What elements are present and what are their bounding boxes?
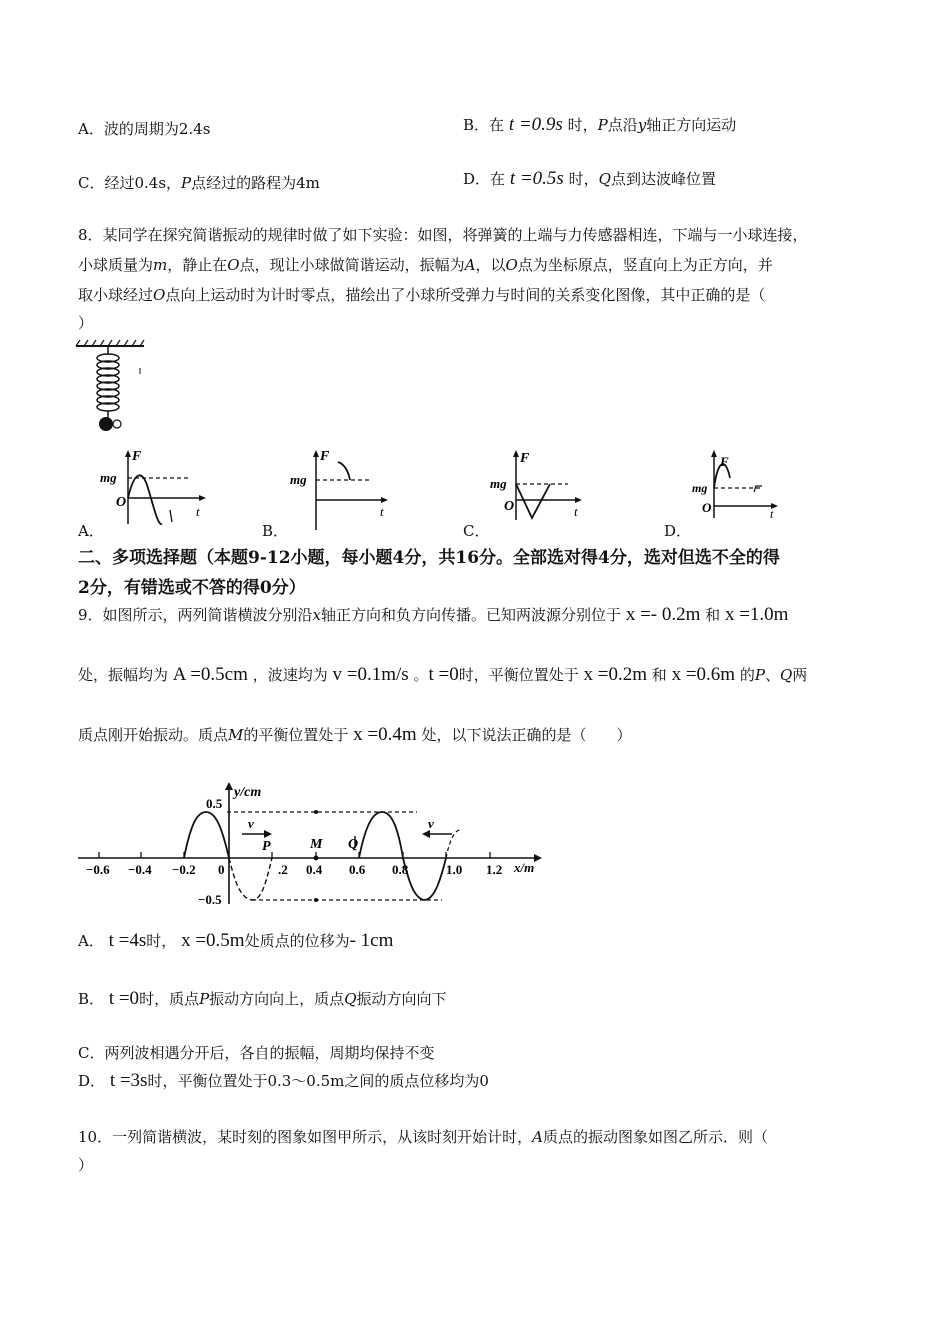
axis-t-label: t <box>196 504 200 519</box>
q8-line-3: 取小球经过O点向上运动时为计时零点，描绘出了小球所受弹力与时间的关系变化图像，其中正确的是（ <box>78 286 766 304</box>
q9-option-d: D． t =3s时，平衡位置处于0.3～0.5m之间的质点位移均为0 <box>78 1070 489 1091</box>
mg-label: mg <box>100 470 117 485</box>
axis-t-label: t <box>770 507 774 520</box>
v-label-left: v <box>248 816 254 831</box>
q7-option-a: A．波的周期为2.4s <box>78 120 211 138</box>
q10-line-1: 10．一列简谐横波，某时刻的图象如图甲所示，从该时刻开始计时，A质点的振动图象如图乙所示．则（ <box>78 1128 768 1146</box>
q8-label-c: C． <box>463 522 490 540</box>
tick-label: 0.6 <box>349 862 366 877</box>
q7-option-c: C．经过0.4s，P点经过的路程为4m <box>78 174 320 192</box>
axis-t-label: t <box>574 504 578 519</box>
m-label: M <box>310 837 323 852</box>
x-axis-label: x/m <box>514 860 535 875</box>
v-label-right: v <box>428 816 434 831</box>
tick-label: −0.2 <box>172 862 196 877</box>
section-2-heading-line-1: 二、多项选择题（本题9-12小题，每小题4分，共16分。全部选对得4分，选对但选不全的得 <box>78 548 780 568</box>
q8-line-4: ） <box>78 314 94 332</box>
q10-line-2: ） <box>78 1156 94 1174</box>
axis-f-label: F <box>132 449 142 464</box>
q9-option-b: B． t =0时，质点P振动方向向上，质点Q振动方向向下 <box>78 988 447 1009</box>
tick-label: −0.6 <box>86 862 110 877</box>
axis-t-label: t <box>380 504 384 519</box>
q8-line-1: 8．某同学在探究简谐振动的规律时做了如下实验：如图，将弹簧的上端与力传感器相连，下端与一小球连接， <box>78 226 808 244</box>
axis-f-label: F <box>720 454 729 469</box>
q9-option-c: C．两列波相遇分开后，各自的振幅，周期均保持不变 <box>78 1044 435 1062</box>
q7-option-d: D．在 t =0.5s 时，Q点到达波峰位置 <box>463 168 716 189</box>
q8-label-b: B． <box>262 522 289 540</box>
mg-label: mg <box>290 472 307 487</box>
y-axis-label: y/cm <box>234 785 262 800</box>
amp-neg-label: −0.5 <box>198 892 222 907</box>
origin-label: O <box>702 500 712 515</box>
graph-d <box>692 448 787 520</box>
q8-label-a: A． <box>78 522 104 540</box>
graph-c <box>488 448 588 523</box>
q-label: Q <box>348 837 359 852</box>
amp-pos-label: 0.5 <box>206 796 223 811</box>
tick-label: 0 <box>218 862 225 877</box>
mg-label: mg <box>692 481 708 495</box>
q9-option-a: A． t =4s时， x =0.5m处质点的位移为- 1cm <box>78 930 394 951</box>
axis-f-label: F <box>320 449 330 464</box>
tick-label: 1.0 <box>446 862 463 877</box>
graph-b <box>288 448 398 533</box>
origin-label: O <box>116 495 127 510</box>
graph-a <box>100 448 210 528</box>
origin-label: O <box>504 499 515 514</box>
spring-figure <box>72 340 152 440</box>
q7-option-b: B．在 t =0.9s 时，P点沿y轴正方向运动 <box>463 114 737 135</box>
tick-label: 0.8 <box>392 862 409 877</box>
mg-label: mg <box>490 476 507 491</box>
q9-line-1: 9．如图所示，两列简谐横波分别沿x轴正方向和负方向传播。已知两波源分别位于 x =- 0.2m 和 x =1.0m <box>78 604 789 625</box>
tick-label: .2 <box>278 862 288 877</box>
q8-line-2: 小球质量为m，静止在O点，现让小球做简谐运动，振幅为A，以O点为坐标原点，竖直向上为正方向，并 <box>78 256 773 274</box>
q8-label-d: D． <box>664 522 692 540</box>
q9-line-2: 处，振幅均为 A =0.5cm ，波速均为 v =0.1m/s 。t =0时，平衡位置处于 x =0.2m 和 x =0.6m 的P、Q两 <box>78 664 808 685</box>
p-label: P <box>262 839 271 854</box>
tick-label: −0.4 <box>128 862 152 877</box>
q9-line-3: 质点刚开始振动。质点M的平衡位置处于 x =0.4m 处，以下说法正确的是（ ） <box>78 724 632 745</box>
section-2-heading-line-2: 2分，有错选或不答的得0分） <box>78 578 306 598</box>
wave-figure <box>72 778 552 908</box>
tick-label: 0.4 <box>306 862 323 877</box>
tick-label: 1.2 <box>486 862 503 877</box>
axis-f-label: F <box>520 451 530 466</box>
